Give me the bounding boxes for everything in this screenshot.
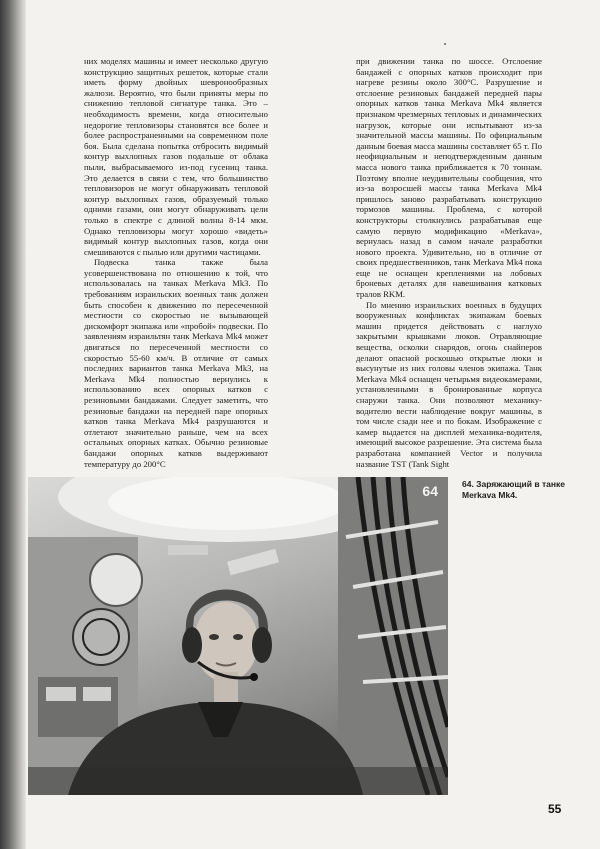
page-number: 55	[548, 802, 562, 816]
paragraph: Подвеска танка также была усовершенствована по отношению к той, что использовалась на танках Merkava Mk3. По требованиям израильских военных танк должен быть способен к движению по пересеченной местности со скоростью не вызывающей дискомфорт экипажа или «пробой» подвески. По заявлениям израильтян танк Merkava Mk4 может двигаться по пересеченной местности со скоростью 55-60 км/ч. В отличие от самых последних вариантов танка Merkava Mk3, на Merkava Mk4 полностью вернулись к использованию всех опорных катков с резиновыми бандажами. Следует заметить, что резиновые бандажи на передней паре опорных катков танка Merkava Mk4 разрушаются и отлетают значительно раньше, чем на всех остальных опорных катках. Обычно резиновые бандажи опорных катков выдерживают температуру до 200°С	[84, 257, 268, 469]
right-text-column	[356, 56, 542, 469]
print-speck	[444, 43, 446, 45]
figure-number: 64	[422, 483, 438, 499]
paragraph: По мнению израильских военных в будущих вооруженных конфликтах экипажам боевых машин придется действовать с наглухо закрытыми крышками люков. Отравляющие вещества, осколки снарядов, огонь снайперов делают опасной роскошью открытые люки и высунутые из них головы членов экипажа. Танк Merkava Mk4 оснащен четырьмя видеокамерами, установленными в бронированные корпуса снаружи танка. Они позволяют механику-водителю вести наблюдение вокруг машины, в том числе сзади нее и по бокам. Изображение с камер выдается на дисплей механика-водителя, имеющий высокое разрешение. Эта система была разработана компанией Vector и получила название TST (Tank Sight	[356, 299, 542, 469]
paragraph: них моделях машины и имеет несколько другую конструкцию защитных решеток, которые стали иметь форму двойных шевронообразных жалюзи. Вероятно, что были приняты меры по снижению тепловой сигнатуре танка. Это – необходимость времени, когда относительно недорогие тепловизоры становятся все более и более распространенными на современном поле боя. Была сделана попытка отбросить видимый контур выхлопных газов подальше от облака пыли, выбрасываемого из-под гусениц танка. Это делается в связи с тем, что большинство тепловизоров не могут обнаруживать тепловой контур выхлопных газов, образуемый только одними газами, они могут обнаруживать цели только в спектре с длиной волны 8-14 мкм. Однако тепловизоры могут хорошо «видеть» видимый контур выхлопных газов, когда они смешиваются с пылью или другими частицами.	[84, 56, 268, 257]
paragraph: при движении танка по шоссе. Отслоение бандажей с опорных катков происходит при нагреве резины около 300°С. Разрушение и отслоение резиновых бандажей передней пары опорных катков танка Merkava Mk4 является признаком чрезмерных тепловых и динамических нагрузок, которые они испытывают из-за значительной массы машины. По официальным данным боевая масса машины составляет 65 т. По неофициальным и неподтвержденным данным масса нового танка приближается к 70 тоннам. Поэтому вполне неудивительны сообщения, что из-за возросшей массы танка Merkava Mk4 пришлось заново разрабатывать конструкцию тормозов машины. Проблема, с которой конструкторы столкнулись разрабатывая еще самую первую модификацию «Merkava», вернулась назад в самом начале разработки нового проекта. Удивительно, но в отличие от своих предшественников, танк Merkava Mk4 пока еще не оснащен креплениями на лобовых броневых деталях для навешивания катковых тралов RKM.	[356, 56, 542, 300]
left-text-column	[84, 56, 268, 469]
photo-illustration	[28, 477, 448, 795]
tank-interior-photo	[28, 477, 448, 795]
page-gutter-shadow	[0, 0, 26, 849]
figure-caption: 64. Заряжающий в танке Merkava Mk4.	[462, 479, 565, 500]
